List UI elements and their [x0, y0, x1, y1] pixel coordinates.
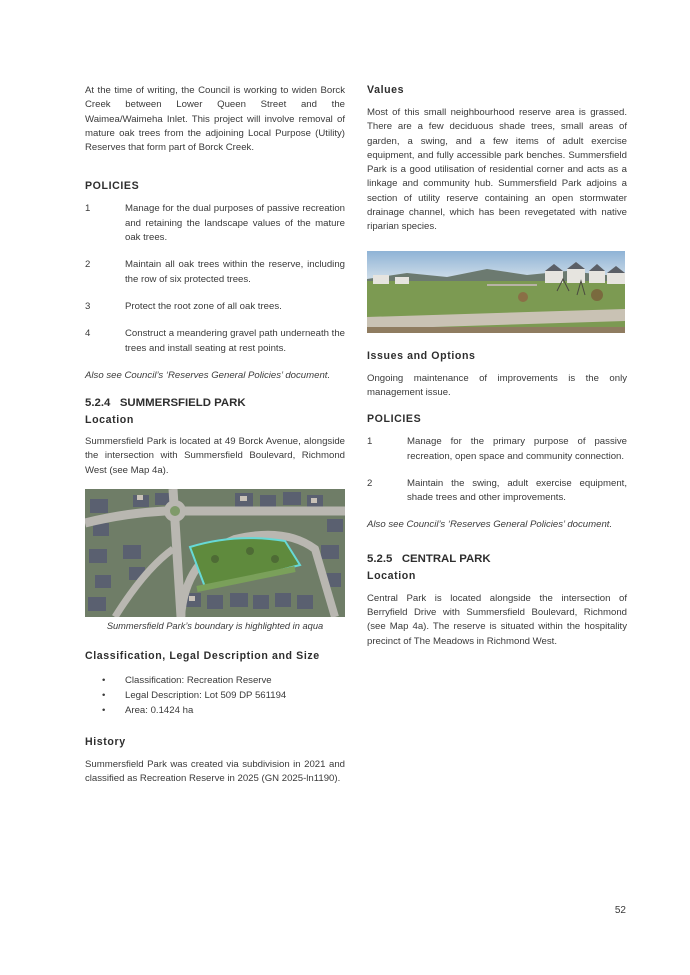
list-item: • Legal Description: Lot 509 DP 561194 — [102, 689, 287, 701]
location-text-right: Central Park is located alongside the intersection of Berryfield Drive with Summersfield Boulevard, Richmond (see Map 4a). The reserve is situated within the hospitality precinct of The Meadows in Richmond West. — [367, 592, 627, 647]
policy-item: 4 Construct a meandering gravel path underneath the trees and install seating at rest points. — [85, 328, 345, 354]
intro-paragraph: At the time of writing, the Council is working to widen Borck Creek between Lower Queen Street and the Waimea/Waimeha Inlet. This project will involve removal of mature oak trees from the adjoining Local Purpose (Utility) Reserves that form part of Borck Creek. — [85, 85, 345, 154]
values-heading: Values — [367, 84, 405, 96]
list-item: • Classification: Recreation Reserve — [102, 675, 272, 687]
policies-list — [85, 202, 345, 355]
issues-heading: Issues and Options — [367, 349, 476, 362]
right-column — [367, 84, 627, 649]
history-text: Summersfield Park was created via subdivision in 2021 and classified as Recreation Reserve in 2025 (GN 2025-ln1190). — [85, 759, 345, 785]
list-item: • Area: 0.1424 ha — [102, 704, 194, 716]
section-title-right: 5.2.5 CENTRAL PARK — [367, 552, 491, 565]
issues-text: Ongoing maintenance of improvements is the only management issue. — [367, 372, 627, 398]
classification-heading: Classification, Legal Description and Size — [85, 650, 320, 663]
aerial-caption: Summersfield Park’s boundary is highlighted in aqua — [106, 621, 324, 632]
also-see-note-right: Also see Council’s ‘Reserves General Policies’ document. — [367, 519, 613, 531]
policies-heading: POLICIES — [85, 180, 140, 193]
policies-list-right — [367, 435, 627, 505]
aerial-photo — [85, 489, 345, 617]
location-text: Summersfield Park is located at 49 Borck Avenue, alongside the intersection with Summersfield Boulevard, Richmond West (see Map 4a). — [85, 436, 345, 476]
page-number: 52 — [614, 905, 626, 916]
policy-item: 2 Maintain the swing, adult exercise equipment, shade trees and other improvements. — [367, 477, 627, 504]
location-heading-right: Location — [367, 569, 416, 582]
location-heading: Location — [85, 414, 134, 427]
policy-item: 3 Protect the root zone of all oak trees. — [85, 300, 282, 312]
policies-heading-right: POLICIES — [367, 413, 422, 426]
also-see-note: Also see Council’s ‘Reserves General Policies’ document. — [85, 369, 331, 381]
policy-item: 1 Manage for the primary purpose of passive recreation, open space and community connection. — [367, 436, 627, 462]
history-heading: History — [85, 736, 126, 749]
park-photo — [367, 251, 625, 333]
policy-item: 1 Manage for the dual purposes of passive recreation and retaining the landscape values of the mature oak trees. — [85, 203, 345, 244]
policy-item: 2 Maintain all oak trees within the reserve, including the row of six protected trees. — [85, 259, 345, 285]
left-column — [85, 84, 345, 787]
classification-list — [85, 674, 345, 718]
section-title: 5.2.4 SUMMERSFIELD PARK — [85, 397, 246, 410]
values-text: Most of this small neighbourhood reserve area is grassed. There are a few deciduous shade trees, small areas of garden, a swing, and a few items of adult exercise equipment, and fully accessible park benches. Summersfield Park is a good utilisation of residential corner and acts as a linkage and community hub. Summersfield Park adjoins a section of utility reserve containing an open stormwater drainage channel, which has been revegetated with native riparian species. — [367, 107, 627, 233]
